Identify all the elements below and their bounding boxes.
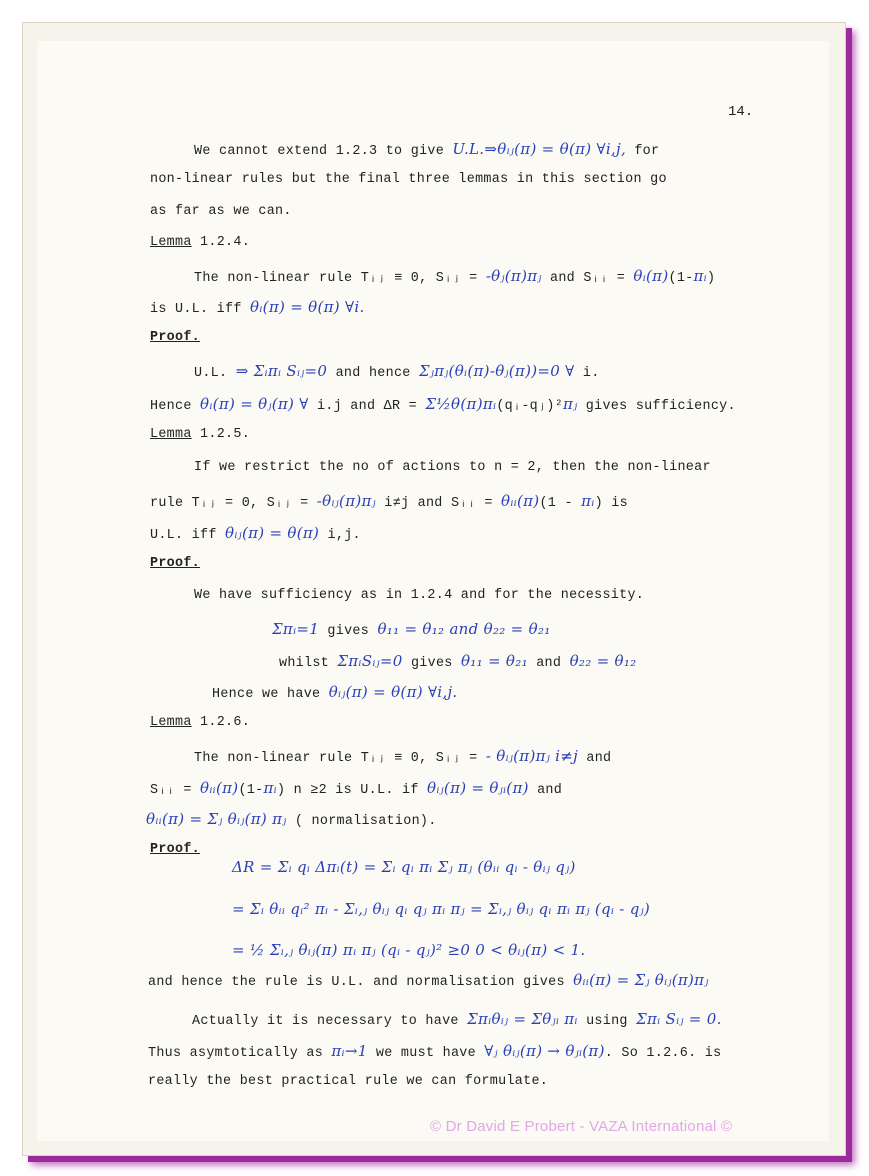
handwritten-math: θᵢⱼ(π) = θ(π) xyxy=(225,524,320,542)
handwritten-math: ΔR = Σᵢ qᵢ Δπᵢ(t) = Σᵢ qᵢ πᵢ Σⱼ πⱼ (θᵢᵢ qᵢ - θᵢⱼ qⱼ) xyxy=(232,858,576,876)
text-line-l14 xyxy=(150,556,200,571)
typed-text: for xyxy=(626,144,660,159)
typed-text: If we restrict the no of actions to n = 2, then the non-linear xyxy=(194,460,711,475)
text-line-l30 xyxy=(148,1074,548,1089)
handwritten-math: ⇒ Σᵢπᵢ Sᵢⱼ=0 xyxy=(235,362,328,380)
typed-text: ( normalisation). xyxy=(286,814,437,829)
typed-text: gives xyxy=(402,656,461,671)
typed-text: gives sufficiency. xyxy=(577,399,736,414)
typed-text: Hence we have xyxy=(212,687,329,702)
typed-text: (1- xyxy=(238,783,264,798)
text-line-l5 xyxy=(194,267,715,286)
handwritten-math: ∀ⱼ θᵢⱼ(π) → θⱼᵢ(π) xyxy=(484,1042,605,1060)
handwritten-math: πᵢ xyxy=(581,492,595,510)
text-line-l17 xyxy=(279,652,637,671)
text-line-l2 xyxy=(150,172,667,187)
text-line-l25 xyxy=(232,900,650,919)
handwritten-math: πᵢ xyxy=(693,267,707,285)
typed-text: . So 1.2.6. is xyxy=(604,1046,722,1061)
typed-text: Hence xyxy=(150,399,201,414)
typed-text: and xyxy=(527,656,570,671)
section-heading: Proof. xyxy=(150,556,201,571)
typed-text: we must have xyxy=(367,1046,485,1061)
handwritten-math: U.L.⇒θᵢⱼ(π) = θ(π) ∀i,j, xyxy=(452,140,627,158)
typed-text: gives xyxy=(319,624,378,639)
typed-text: non-linear rules but the final three lemmas in this section go xyxy=(150,172,667,187)
text-line-l28 xyxy=(192,1010,722,1029)
text-line-l1 xyxy=(194,140,659,159)
typed-text: ) xyxy=(707,271,716,286)
text-line-l3 xyxy=(150,204,292,219)
text-line-l4 xyxy=(150,235,250,250)
typed-text: i,j. xyxy=(319,528,361,543)
typed-text: The non-linear rule Tᵢⱼ ≡ 0, Sᵢⱼ = xyxy=(194,271,486,286)
handwritten-math: πⱼ xyxy=(563,395,578,413)
typed-text: 1.2.5. xyxy=(191,427,251,442)
text-line-l12 xyxy=(150,492,628,511)
handwritten-math: θᵢᵢ(π) xyxy=(200,779,239,797)
typed-text: We have sufficiency as in 1.2.4 and for the necessity. xyxy=(194,588,645,603)
text-line-l11 xyxy=(194,460,711,475)
handwritten-math: = ½ Σᵢ,ⱼ θᵢⱼ(π) πᵢ πⱼ (qᵢ - qⱼ)² ≥0 0 < θᵢⱼ(π) < 1. xyxy=(232,941,586,959)
handwritten-math: Σⱼπⱼ(θᵢ(π)-θⱼ(π))=0 ∀ xyxy=(418,362,575,380)
handwritten-math: θᵢ(π) = θ(π) ∀i. xyxy=(250,298,365,316)
handwritten-math: θᵢᵢ(π) = Σⱼ θᵢⱼ(π) πⱼ xyxy=(146,810,287,828)
typed-text: as far as we can. xyxy=(150,204,292,219)
typed-text: Actually it is necessary to have xyxy=(192,1014,468,1029)
typed-text: and Sᵢᵢ = xyxy=(541,271,634,286)
text-line-l13 xyxy=(150,524,361,543)
typed-text: and hence xyxy=(327,366,419,381)
handwritten-math: θᵢ(π) xyxy=(633,267,669,285)
typed-text: and xyxy=(528,783,563,798)
handwritten-math: - θᵢⱼ(π)πⱼ i≠j xyxy=(485,747,579,765)
text-line-l20 xyxy=(194,747,611,766)
text-line-l21 xyxy=(150,779,562,798)
handwritten-math: πᵢ xyxy=(263,779,277,797)
text-line-l29 xyxy=(148,1042,721,1061)
text-line-l8 xyxy=(194,362,600,381)
typed-text: and hence the rule is U.L. and normalisation gives xyxy=(148,975,574,990)
text-line-l10 xyxy=(150,427,250,442)
text-line-l6 xyxy=(150,298,365,317)
typed-text: Sᵢᵢ = xyxy=(150,783,201,798)
typed-text: really the best practical rule we can formulate. xyxy=(148,1074,549,1089)
text-line-l18 xyxy=(212,683,457,702)
handwritten-math: ΣπᵢSᵢⱼ=0 xyxy=(337,652,403,670)
typed-text: We cannot extend 1.2.3 to give xyxy=(194,144,453,159)
typed-text: U.L. xyxy=(194,366,236,381)
typed-text: (1- xyxy=(668,271,694,286)
handwritten-math: θᵢᵢ(π) xyxy=(501,492,540,510)
section-heading: Proof. xyxy=(150,842,201,857)
typed-text: is U.L. iff xyxy=(150,302,251,317)
text-line-l23 xyxy=(150,842,200,857)
handwritten-math: Σπᵢ Sᵢⱼ = 0. xyxy=(636,1010,722,1028)
text-line-l7 xyxy=(150,330,200,345)
handwritten-math: θ₁₁ = θ₁₂ and θ₂₂ = θ₂₁ xyxy=(377,620,551,638)
typed-text: (1 - xyxy=(539,496,582,511)
typed-text: 1.2.4. xyxy=(191,235,251,250)
handwritten-math: Σ½θ(π)πᵢ xyxy=(425,395,497,413)
typed-text: The non-linear rule Tᵢⱼ ≡ 0, Sᵢⱼ = xyxy=(194,751,486,766)
handwritten-math: πᵢ→1 xyxy=(331,1042,368,1060)
typed-text: Thus asymtotically as xyxy=(148,1046,332,1061)
typed-text: i. xyxy=(574,366,600,381)
text-line-l16 xyxy=(272,620,551,639)
section-heading: Lemma xyxy=(150,715,192,730)
typed-text: U.L. iff xyxy=(150,528,226,543)
typed-text: i≠j and Sᵢᵢ = xyxy=(375,496,501,511)
handwritten-math: = Σᵢ θᵢᵢ qᵢ² πᵢ - Σᵢ,ⱼ θᵢⱼ qᵢ qⱼ πᵢ πⱼ = Σᵢ,ⱼ θᵢⱼ qᵢ πᵢ πⱼ (qᵢ - qⱼ) xyxy=(232,900,651,918)
copyright-watermark: © Dr David E Probert - VAZA International © xyxy=(430,1118,733,1135)
text-line-l9 xyxy=(150,395,736,414)
page-number: 14. xyxy=(728,104,754,120)
text-line-l19 xyxy=(150,715,250,730)
text-line-l24 xyxy=(232,858,576,877)
text-line-l22 xyxy=(146,810,437,829)
handwritten-math: θ₁₁ = θ₂₁ xyxy=(460,652,528,670)
handwritten-math: θᵢⱼ(π) = θⱼᵢ(π) xyxy=(427,779,529,797)
typed-text: ) n ≥2 is U.L. if xyxy=(276,783,427,798)
text-line-l27 xyxy=(148,971,709,990)
typed-text: rule Tᵢⱼ = 0, Sᵢⱼ = xyxy=(150,496,317,511)
handwritten-math: Σπᵢθᵢⱼ = Σθⱼᵢ πᵢ xyxy=(467,1010,578,1028)
handwritten-math: θᵢ(π) = θⱼ(π) ∀ xyxy=(200,395,309,413)
section-heading: Lemma xyxy=(150,427,192,442)
typed-text: (qᵢ-qⱼ)² xyxy=(496,399,564,414)
text-line-l26 xyxy=(232,941,585,960)
typed-text: using xyxy=(577,1014,637,1029)
typed-text: ) is xyxy=(594,496,628,511)
typed-text: and xyxy=(578,751,612,766)
text-line-l15 xyxy=(194,588,644,603)
handwritten-math: θᵢⱼ(π) = θ(π) ∀i,j. xyxy=(328,683,458,701)
handwritten-math: -θᵢⱼ(π)πⱼ xyxy=(316,492,376,510)
handwritten-math: θᵢᵢ(π) = Σⱼ θᵢⱼ(π)πⱼ xyxy=(573,971,709,989)
section-heading: Lemma xyxy=(150,235,192,250)
section-heading: Proof. xyxy=(150,330,201,345)
handwritten-math: θ₂₂ = θ₁₂ xyxy=(569,652,637,670)
typed-text: i.j and ΔR = xyxy=(308,399,426,414)
typed-text: whilst xyxy=(279,656,338,671)
handwritten-math: -θⱼ(π)πⱼ xyxy=(485,267,542,285)
typed-text: 1.2.6. xyxy=(191,715,251,730)
handwritten-math: Σπᵢ=1 xyxy=(272,620,320,638)
